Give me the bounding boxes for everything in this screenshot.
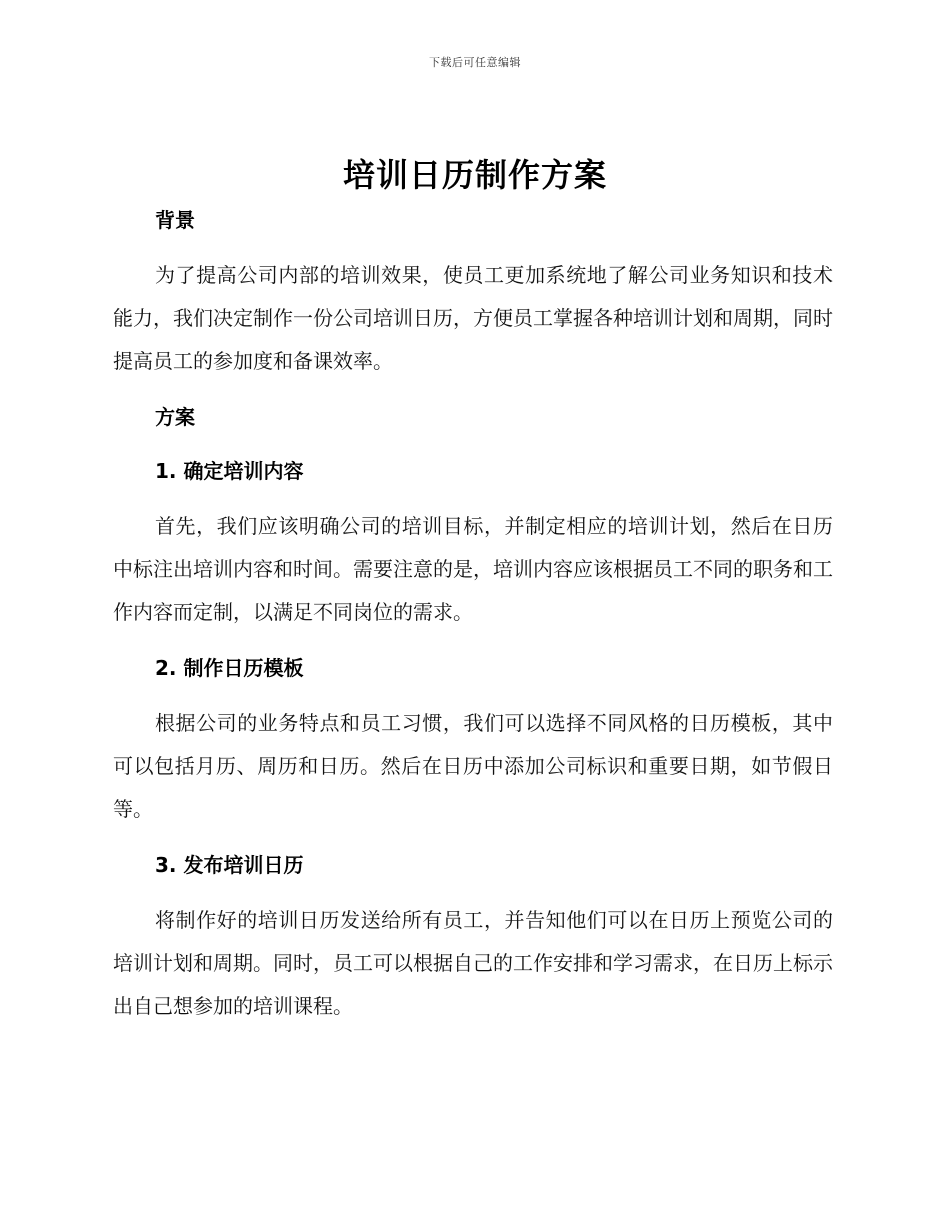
section-heading-plan: 方案 <box>155 405 195 429</box>
step-heading-1: 1. 确定培训内容 <box>155 459 304 483</box>
step-paragraph-1: 首先，我们应该明确公司的培训目标，并制定相应的培训计划，然后在日历中标注出培训内容和时间。需要注意的是，培训内容应该根据员工不同的职务和工作内容而定制，以满足不同岗位的需求。 <box>113 514 833 624</box>
document-body <box>113 200 833 1028</box>
section-heading-background: 背景 <box>155 208 195 232</box>
step-paragraph-3: 将制作好的培训日历发送给所有员工，并告知他们可以在日历上预览公司的培训计划和周期。同时，员工可以根据自己的工作安排和学习需求，在日历上标示出自己想参加的培训课程。 <box>113 908 833 1018</box>
step-heading-3: 3. 发布培训日历 <box>155 853 304 877</box>
background-paragraph: 为了提高公司内部的培训效果，使员工更加系统地了解公司业务知识和技术能力，我们决定制作一份公司培训日历，方便员工掌握各种培训计划和周期，同时提高员工的参加度和备课效率。 <box>113 263 833 373</box>
step-paragraph-2: 根据公司的业务特点和员工习惯，我们可以选择不同风格的日历模板，其中可以包括月历、周历和日历。然后在日历中添加公司标识和重要日期，如节假日等。 <box>113 711 833 821</box>
header-note: 下载后可任意编辑 <box>429 56 521 69</box>
document-title: 培训日历制作方案 <box>342 156 607 194</box>
step-heading-2: 2. 制作日历模板 <box>155 656 304 680</box>
